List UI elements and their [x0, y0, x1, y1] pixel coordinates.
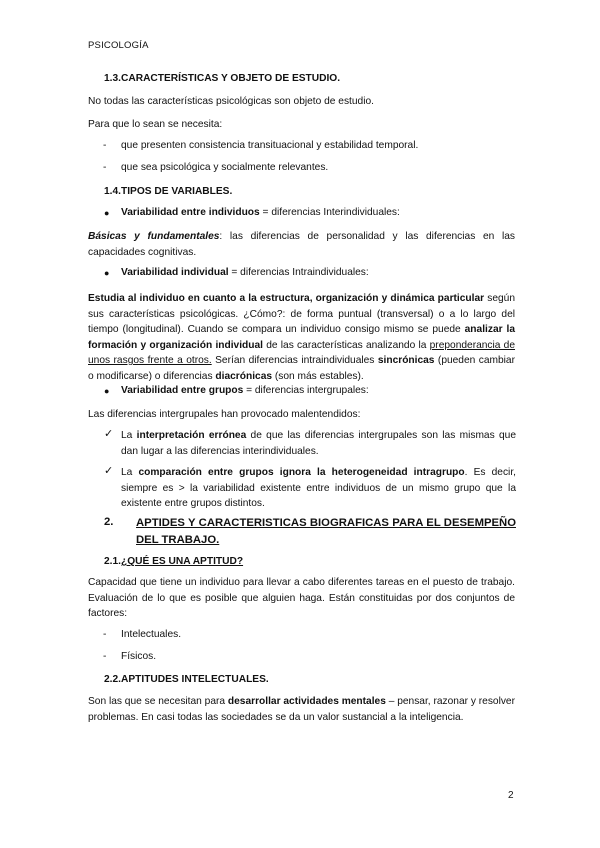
basicas-text: : las diferencias de personalidad y las diferencias en las capacidades cognitivas.	[88, 231, 515, 258]
list-item: Físicos.	[121, 651, 157, 662]
bold-term: Variabilidad entre grupos	[121, 385, 244, 396]
bullet-text: = diferencias Interindividuales:	[259, 207, 400, 218]
section-2-title: APTIDES Y CARACTERISTICAS BIOGRAFICAS PARA EL DESEMPEÑO DEL TRABAJO.	[136, 517, 516, 546]
section-2-number: 2.	[104, 516, 114, 528]
text-run: de que las diferencias intergrupales son las mismas que dan lugar a las diferencias interindividuales.	[121, 430, 516, 457]
s1-3-paragraph-2: Para que lo sean se necesita:	[88, 119, 223, 130]
underlined-phrase: preponderancia de unos rasgos frente a otros.	[88, 339, 516, 366]
bullet-text: = diferencias Intraindividuales:	[228, 267, 369, 278]
text-run: La	[121, 467, 139, 478]
bullet-text: = diferencias intergrupales:	[243, 385, 369, 396]
text-run: de las características analizando la	[263, 339, 430, 351]
check-item-2	[121, 465, 516, 512]
bullet-icon: ●	[104, 386, 110, 396]
aptitud-paragraph: Capacidad que tiene un individuo para llevar a cabo diferentes tareas en el puesto de trabajo. Evaluación de lo que es posible que alguien haga. Están constituidas por dos conjuntos de factores:	[88, 577, 515, 619]
text-run: . Es decir, siempre es > la variabilidad existente entre individuos de un mismo grupo que la existente entre grupos distintos.	[121, 467, 516, 509]
section-2-1-title	[104, 555, 530, 569]
section-1-4-title: 1.4.TIPOS DE VARIABLES.	[104, 186, 233, 197]
bold-phrase: desarrollar actividades mentales	[227, 696, 386, 707]
text-run: Son las que se necesitan para	[88, 696, 228, 707]
bold-phrase: comparación entre grupos ignora la heterogeneidad intragrupo	[138, 467, 465, 478]
bold-phrase: Estudia al individuo en cuanto a la estructura, organización y dinámica particular	[88, 293, 485, 304]
dash-marker: -	[103, 162, 107, 173]
check-item-1	[121, 428, 516, 459]
aptitudes-intelectuales-paragraph	[88, 694, 515, 725]
section-1-3-title: 1.3.CARACTERÍSTICAS Y OBJETO DE ESTUDIO.	[104, 73, 341, 84]
text-run: (son más estables).	[272, 370, 364, 382]
basicas-paragraph	[88, 229, 515, 260]
bold-term: Variabilidad entre individuos	[121, 207, 260, 218]
dash-marker: -	[103, 629, 107, 640]
intergrupal-paragraph: Las diferencias intergrupales han provocado malentendidos:	[88, 409, 361, 420]
checkmark-icon: ✓	[104, 465, 114, 477]
section-number: 2.1.	[104, 556, 121, 567]
list-item: que presenten consistencia transituacional y estabilidad temporal.	[121, 140, 419, 151]
bullet-icon: ●	[104, 268, 110, 278]
list-item: que sea psicológica y socialmente relevantes.	[121, 162, 329, 173]
section-title-text: ¿QUÉ ES UNA APTITUD?	[121, 556, 244, 567]
dash-marker: -	[103, 651, 107, 662]
s1-3-paragraph-1: No todas las características psicológicas son objeto de estudio.	[88, 96, 374, 107]
bold-phrase: interpretación errónea	[136, 430, 247, 441]
bullet-item-interindividual	[121, 207, 400, 218]
text-run: – pensar, razonar y resolver problemas. En casi todas las sociedades se da un valor sustancial a la inteligencia.	[88, 696, 515, 723]
bullet-icon: ●	[104, 208, 110, 218]
section-2-2-title: 2.2.APTITUDES INTELECTUALES.	[104, 674, 269, 685]
bold-phrase: analizar la formación y organización individual	[88, 324, 515, 351]
page-header: PSICOLOGÍA	[88, 40, 149, 51]
page-number: 2	[508, 790, 514, 801]
bold-phrase: diacrónicas	[215, 370, 273, 382]
dash-marker: -	[103, 140, 107, 151]
bold-phrase: sincrónicas	[377, 355, 435, 366]
text-run: (pueden cambiar o modificarse) o diferencias	[88, 355, 515, 382]
bullet-item-intraindividual	[121, 267, 369, 278]
text-run: según sus características psicológicas. ¿Cómo?: de forma puntual (transversal) o a lo largo del tiempo (longitudinal). Cuando se compara un individuo consigo mismo se puede	[88, 293, 515, 335]
list-item: Intelectuales.	[121, 629, 182, 640]
estudia-paragraph	[88, 291, 515, 384]
text-run: Serían diferencias intraindividuales	[211, 355, 378, 366]
checkmark-icon: ✓	[104, 428, 114, 440]
bold-term: Variabilidad individual	[121, 267, 229, 278]
basicas-label: Básicas y fundamentales	[88, 231, 220, 242]
bullet-item-intergrupal	[121, 385, 369, 396]
text-run: La	[121, 430, 137, 441]
